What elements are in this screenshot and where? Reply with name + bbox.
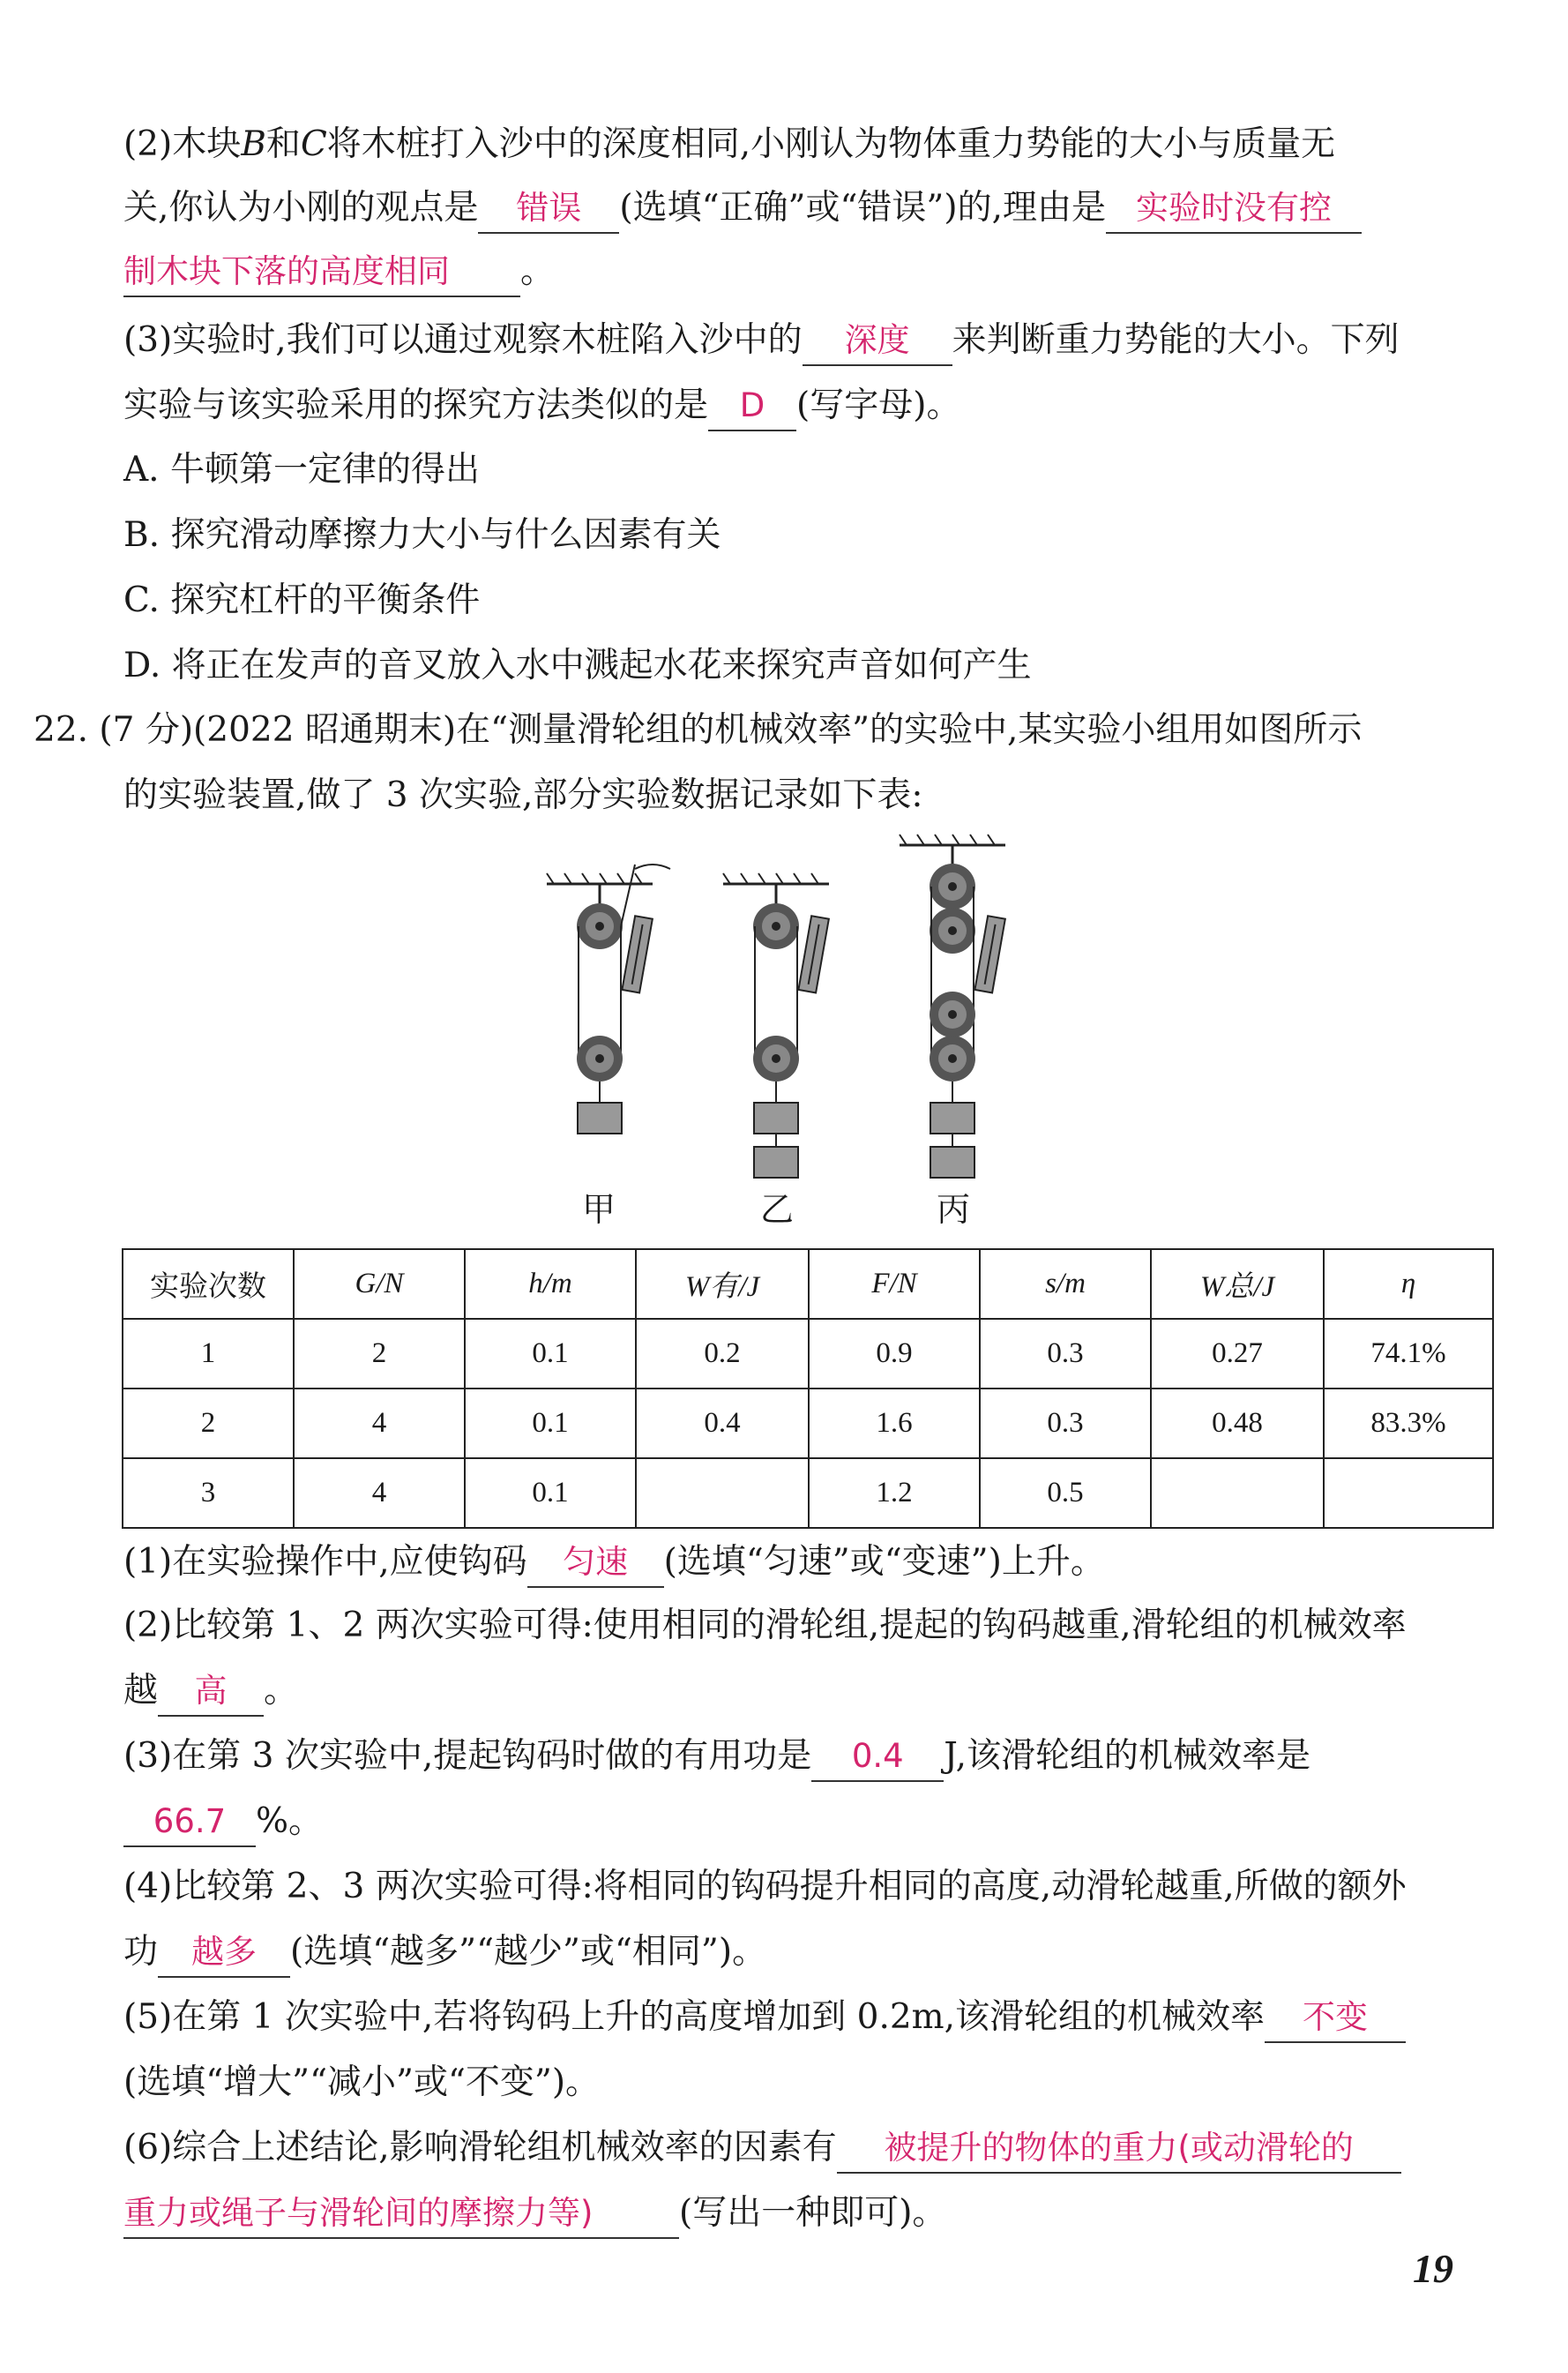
answer-observe: 深度 [803, 317, 952, 366]
table-cell: 1.6 [809, 1389, 980, 1458]
table-header: W总/J [1151, 1249, 1324, 1319]
answer-sub3-work: 0.4 [811, 1733, 944, 1782]
q3-line2-a: 实验与该实验采用的探究方法类似的是 [123, 386, 709, 425]
table-cell: 0.3 [980, 1389, 1151, 1458]
q2-prefix: (2)木块 [123, 124, 242, 164]
sub2-line2 [123, 1666, 298, 1717]
table-cell: 0.1 [465, 1458, 636, 1528]
sub6-a: (6)综合上述结论,影响滑轮组机械效率的因素有 [123, 2128, 837, 2167]
sub1 [123, 1538, 1105, 1588]
sub3-a: (3)在第 3 次实验中,提起钩码时做的有用功是 [123, 1736, 812, 1776]
option-a: A. 牛顿第一定律的得出 [123, 450, 480, 490]
figure-label-yi: 乙 [760, 1190, 795, 1229]
table-cell [1324, 1458, 1493, 1528]
table-row [123, 1389, 1493, 1458]
option-d: D. 将正在发声的音叉放入水中溅起水花来探究声音如何产生 [123, 646, 1032, 685]
q2-line3 [123, 247, 555, 297]
answer-sub5: 不变 [1265, 1994, 1406, 2043]
answer-view: 错误 [478, 184, 619, 234]
table-header-row [123, 1249, 1493, 1319]
answer-letter: D [708, 382, 796, 431]
sub2-b: 越 [123, 1671, 159, 1711]
q2-line2-a: 关,你认为小刚的观点是 [123, 188, 479, 228]
table-cell: 0.4 [636, 1389, 809, 1458]
sub4-b: 功 [123, 1932, 159, 1972]
q2-line1-text: 将木桩打入沙中的深度相同,小刚认为物体重力势能的大小与质量无 [326, 124, 1336, 164]
table-cell: 4 [294, 1458, 465, 1528]
sub5 [123, 1993, 1406, 2043]
table-cell: 0.27 [1151, 1319, 1324, 1389]
sub3-b: J,该滑轮组的机械效率是 [944, 1736, 1310, 1776]
table-cell: 0.1 [465, 1319, 636, 1389]
answer-sub1: 匀速 [527, 1538, 664, 1588]
sub1-a: (1)在实验操作中,应使钩码 [123, 1542, 527, 1582]
q3-line1-b: 来判断重力势能的大小。下列 [952, 320, 1400, 360]
block-c: C [300, 124, 327, 164]
table-cell: 1.2 [809, 1458, 980, 1528]
sub4-a: (4)比较第 2、3 两次实验可得:将相同的钩码提升相同的高度,动滑轮越重,所做的额外 [123, 1867, 1407, 1906]
sub3 [123, 1732, 1310, 1782]
table-header: s/m [980, 1249, 1151, 1319]
answer-sub6-1: 被提升的物体的重力(或动滑轮的 [837, 2124, 1401, 2174]
table-header: η [1324, 1249, 1493, 1319]
page-number: 19 [1413, 2246, 1453, 2291]
answer-sub6-2: 重力或绳子与滑轮间的摩擦力等) [123, 2190, 679, 2239]
sub6-line2 [123, 2189, 946, 2239]
table-header: G/N [294, 1249, 465, 1319]
pulley-setup-jia [547, 865, 670, 1134]
sub5-a: (5)在第 1 次实验中,若将钩码上升的高度增加到 0.2m,该滑轮组的机械效率 [123, 1997, 1266, 2037]
answer-sub2: 高 [158, 1667, 264, 1717]
table-cell: 1 [123, 1319, 294, 1389]
q2-line3-end: 。 [520, 251, 556, 291]
pulley-setup-bing [900, 835, 1005, 1178]
q3-line2-b: (写字母)。 [796, 386, 961, 425]
sub6 [123, 2123, 1401, 2174]
table-cell [1151, 1458, 1324, 1528]
q3-line2 [123, 381, 960, 431]
sub5-b: (选填“增大”“减小”或“不变”)。 [123, 2062, 601, 2102]
table-cell: 3 [123, 1458, 294, 1528]
table-cell: 0.1 [465, 1389, 636, 1458]
q22-intro-1: 22. (7 分)(2022 昭通期末)在“测量滑轮组的机械效率”的实验中,某实验小组用如图所示 [34, 710, 1363, 750]
table-cell: 4 [294, 1389, 465, 1458]
answer-sub4: 越多 [158, 1928, 290, 1978]
table-header: F/N [809, 1249, 980, 1319]
sub6-b: (写出一种即可)。 [679, 2193, 947, 2233]
table-header: h/m [465, 1249, 636, 1319]
sub2-c: 。 [264, 1671, 299, 1711]
table-cell: 0.48 [1151, 1389, 1324, 1458]
answer-reason-1: 实验时没有控 [1106, 184, 1362, 234]
q2-line2-b: (选填“正确”或“错误”)的,理由是 [619, 188, 1106, 228]
table-cell: 0.3 [980, 1319, 1151, 1389]
table-cell [636, 1458, 809, 1528]
sub3-c: %。 [256, 1801, 324, 1841]
table-header: W有/J [636, 1249, 809, 1319]
q2-line1 [123, 120, 1335, 169]
sub4-c: (选填“越多”“越少”或“相同”)。 [290, 1932, 767, 1972]
table-row [123, 1458, 1493, 1528]
figure-label-jia: 甲 [582, 1190, 616, 1229]
table-header: 实验次数 [123, 1249, 294, 1319]
data-table [122, 1248, 1494, 1529]
sub1-b: (选填“匀速”或“变速”)上升。 [663, 1542, 1105, 1582]
table-cell: 2 [123, 1389, 294, 1458]
q2-line2 [123, 183, 1362, 234]
q2-and: 和 [265, 124, 301, 164]
table-cell: 0.9 [809, 1319, 980, 1389]
block-b: B [241, 124, 266, 164]
sub4-line2 [123, 1928, 766, 1978]
table-cell: 0.2 [636, 1319, 809, 1389]
answer-sub3-efficiency: 66.7 [123, 1798, 256, 1847]
answer-reason-2: 制木块下落的高度相同 [123, 248, 520, 297]
table-cell: 0.5 [980, 1458, 1151, 1528]
q3-line1 [123, 316, 1400, 366]
pulley-figures [529, 829, 1058, 1182]
pulley-setup-yi [723, 873, 829, 1178]
sub2-a: (2)比较第 1、2 两次实验可得:使用相同的滑轮组,提起的钩码越重,滑轮组的机械效率 [123, 1606, 1407, 1645]
q3-line1-a: (3)实验时,我们可以通过观察木桩陷入沙中的 [123, 320, 803, 360]
table-row [123, 1319, 1493, 1389]
table-cell: 2 [294, 1319, 465, 1389]
option-c: C. 探究杠杆的平衡条件 [123, 580, 481, 620]
figure-label-bing: 丙 [937, 1190, 971, 1229]
option-b: B. 探究滑动摩擦力大小与什么因素有关 [123, 515, 721, 555]
table-cell: 74.1% [1324, 1319, 1493, 1389]
table-cell: 83.3% [1324, 1389, 1493, 1458]
sub3-line2 [123, 1797, 323, 1847]
q22-intro-2: 的实验装置,做了 3 次实验,部分实验数据记录如下表: [123, 775, 923, 815]
